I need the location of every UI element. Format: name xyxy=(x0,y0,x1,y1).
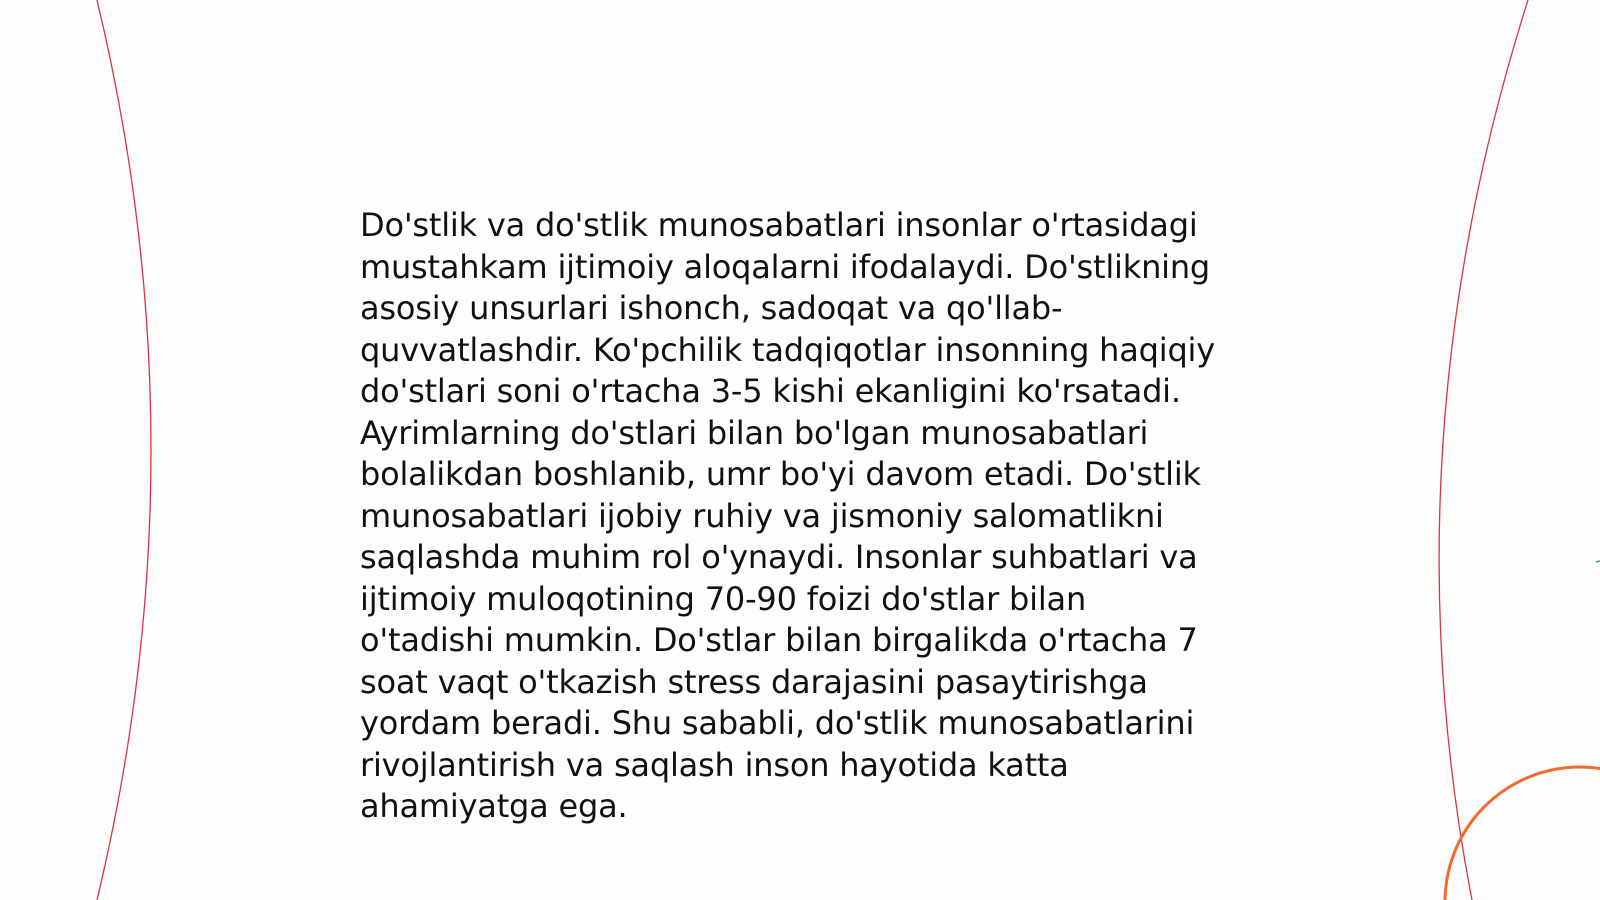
paragraph-line: saqlashda muhim rol o'ynaydi. Insonlar suhbatlari va xyxy=(360,538,1198,576)
paragraph-line: rivojlantirish va saqlash inson hayotida katta xyxy=(360,745,1069,784)
paragraph-line: soat vaqt o'tkazish stress darajasini pasaytirishga xyxy=(360,662,1148,701)
paragraph-line: ahamiyatga ega. xyxy=(360,787,628,825)
paragraph-line: bolalikdan boshlanib, umr bo'yi davom etadi. Do'stlik xyxy=(360,455,1201,493)
small-teal-mark xyxy=(1596,561,1600,562)
paragraph-line: asosiy unsurlari ishonch, sadoqat va qo'llab- xyxy=(360,289,1063,327)
paragraph-line: yordam beradi. Shu sababli, do'stlik munosabatlarini xyxy=(360,704,1195,742)
paragraph-line: mustahkam ijtimoiy aloqalarni ifodalaydi. Do'stlikning xyxy=(360,247,1211,286)
paragraph-line: Ayrimlarning do'stlari bilan bo'lgan munosabatlari xyxy=(360,413,1149,452)
paragraph-line: o'tadishi mumkin. Do'stlar bilan birgalikda o'rtacha 7 xyxy=(360,621,1198,659)
paragraph-line: ijtimoiy muloqotining 70-90 foizi do'stlar bilan xyxy=(360,579,1087,618)
left-curve-line xyxy=(97,0,151,900)
paragraph-line: munosabatlari ijobiy ruhiy va jismoniy salomatlikni xyxy=(360,496,1164,535)
paragraph-line: Do'stlik va do'stlik munosabatlari insonlar o'rtasidagi xyxy=(360,206,1198,244)
right-curve-line xyxy=(1439,0,1528,900)
body-paragraph xyxy=(360,205,1260,828)
paragraph-line: quvvatlashdir. Ko'pchilik tadqiqotlar insonning haqiqiy xyxy=(360,330,1215,369)
paragraph-line: do'stlari soni o'rtacha 3-5 kishi ekanligini ko'rsatadi. xyxy=(360,372,1181,410)
